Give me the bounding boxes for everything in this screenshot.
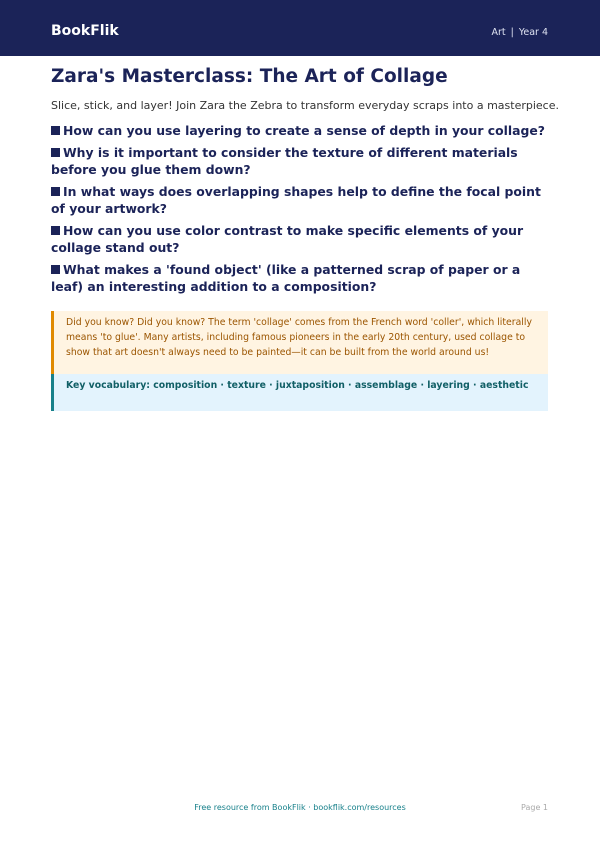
square-bullet-icon [51, 148, 60, 157]
square-bullet-icon [51, 187, 60, 196]
did-you-know-callout: Did you know? Did you know? The term 'collage' comes from the French word 'coller', which literally means 'to glue'. Many artists, including famous pioneers in the early 20th century, used collage to show that art doesn't always need to be painted—it can be built from the world around us! [51, 311, 548, 374]
subject-year-label [491, 27, 548, 39]
question-item [51, 122, 551, 139]
question-item [51, 261, 551, 295]
question-text: What makes a 'found object' (like a patterned scrap of paper or a leaf) an interesting addition to a composition? [51, 262, 521, 294]
header-bar [0, 0, 600, 56]
question-item [51, 183, 551, 217]
question-item [51, 222, 551, 256]
square-bullet-icon [51, 126, 60, 135]
question-text: In what ways does overlapping shapes help to define the focal point of your artwork? [51, 184, 541, 216]
question-item [51, 144, 551, 178]
question-text: How can you use color contrast to make specific elements of your collage stand out? [51, 223, 524, 255]
key-vocabulary-box: Key vocabulary: composition · texture · juxtaposition · assemblage · layering · aesthetic [51, 374, 548, 411]
meta-separator: | [510, 27, 514, 38]
year-label: Year 4 [518, 27, 548, 38]
page-title: Zara's Masterclass: The Art of Collage [51, 66, 448, 87]
square-bullet-icon [51, 226, 60, 235]
page-number: Page 1 [521, 803, 548, 812]
question-list [51, 122, 551, 300]
question-text: How can you use layering to create a sense of depth in your collage? [63, 123, 545, 138]
square-bullet-icon [51, 265, 60, 274]
brand-logo-text[interactable]: BookFlik [51, 23, 119, 39]
question-text: Why is it important to consider the texture of different materials before you glue them down? [51, 145, 518, 177]
footer-resource-link[interactable]: Free resource from BookFlik · bookflik.com/resources [194, 803, 406, 812]
subject-label: Art [491, 27, 506, 38]
intro-text: Slice, stick, and layer! Join Zara the Zebra to transform everyday scraps into a masterpiece. [51, 99, 559, 112]
